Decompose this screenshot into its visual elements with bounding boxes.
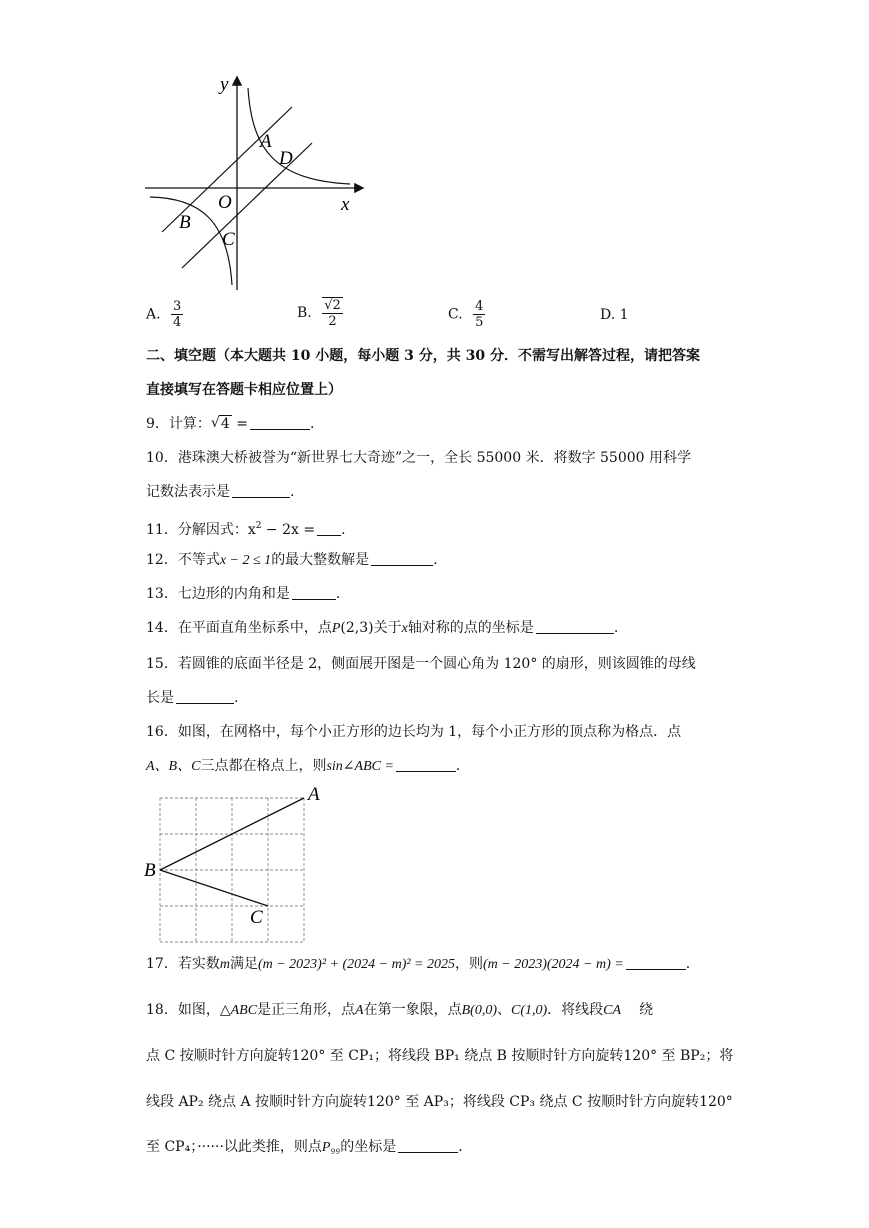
question-15-cont: 长是 . <box>146 690 239 706</box>
label-x: x <box>341 194 350 215</box>
option-c: C. $\frac{4}{5}$ <box>448 299 484 330</box>
question-16: 16．如图，在网格中，每个小正方形的边长均为 1，每个小正方形的顶点称为格点．点 <box>146 724 682 740</box>
label-D: D <box>279 148 293 169</box>
label-B: B <box>144 860 156 881</box>
question-18-line3: 线段 AP₂ 绕点 A 按顺时针方向旋转120° 至 AP₃；将线段 CP₃ 绕点 C 按顺时针方向旋转120° <box>146 1094 733 1110</box>
fraction: $\frac{4}{5}$ <box>475 299 484 330</box>
answer-blank <box>398 1138 458 1153</box>
answer-blank <box>371 551 433 566</box>
section-heading: 二、填空题（本大题共 10 小题，每小题 3 分，共 30 分．不需写出解答过程，请把答案 <box>146 348 700 364</box>
question-11: 11．分解因式：$x^2 - 2x$ = . <box>146 521 346 538</box>
question-16-cont: A、B、C三点都在格点上，则sin∠ABC = . <box>146 758 461 774</box>
answer-blank <box>250 415 310 430</box>
label-A: A <box>308 784 320 805</box>
answer-blank <box>317 521 341 536</box>
option-a: A. $\frac{3}{4}$ <box>146 299 182 330</box>
question-13: 13．七边形的内角和是 . <box>146 586 341 602</box>
label-O: O <box>218 192 232 213</box>
label-C: C <box>222 229 235 250</box>
option-d: D. 1 <box>600 307 629 323</box>
answer-blank <box>626 955 686 970</box>
grid-figure <box>140 780 340 945</box>
answer-blank <box>396 757 456 772</box>
question-18-line4: 至 CP₄；······以此类推，则点P₉₉的坐标是 . <box>146 1139 463 1155</box>
option-b: B. $\frac{√2}{2}$ <box>297 298 341 329</box>
label-B: B <box>179 212 191 233</box>
answer-blank <box>536 619 614 634</box>
segment-BC <box>160 870 268 906</box>
question-18: 18．如图，△ABC是正三角形，点A在第一象限，点B(0,0)、C(1,0)．将线段CA 绕 <box>146 1002 654 1018</box>
question-10: 10．港珠澳大桥被誉为“新世界七大奇迹”之一，全长 55000 米．将数字 55000 用科学 <box>146 450 692 466</box>
sqrt-symbol: √ 4 <box>210 415 230 432</box>
question-10-cont: 记数法表示是 . <box>146 484 295 500</box>
question-12: 12．不等式x − 2 ≤ 1的最大整数解是 . <box>146 552 438 568</box>
answer-blank <box>232 483 290 498</box>
section-heading-cont: 直接填写在答题卡相应位置上） <box>146 382 342 398</box>
answer-blank <box>292 585 336 600</box>
question-18-line2: 点 C 按顺时针方向旋转120° 至 CP₁；将线段 BP₁ 绕点 B 按顺时针方向旋转120° 至 BP₂；将 <box>146 1048 734 1064</box>
hyperbola-figure <box>140 70 370 295</box>
label-C: C <box>250 907 263 928</box>
fraction: $\frac{√2}{2}$ <box>324 298 341 329</box>
label-A: A <box>260 131 272 152</box>
question-9: 9．计算： √ 4 = . <box>146 415 315 432</box>
label-y: y <box>220 74 229 95</box>
question-15: 15．若圆锥的底面半径是 2，侧面展开图是一个圆心角为 120° 的扇形，则该圆锥的母线 <box>146 656 696 672</box>
question-17: 17．若实数m满足(m − 2023)² + (2024 − m)² = 2025，则(m − 2023)(2024 − m) = . <box>146 956 691 972</box>
fraction: $\frac{3}{4}$ <box>173 299 182 330</box>
answer-blank <box>176 689 234 704</box>
question-14: 14．在平面直角坐标系中，点P(2,3)关于x轴对称的点的坐标是 . <box>146 620 619 636</box>
